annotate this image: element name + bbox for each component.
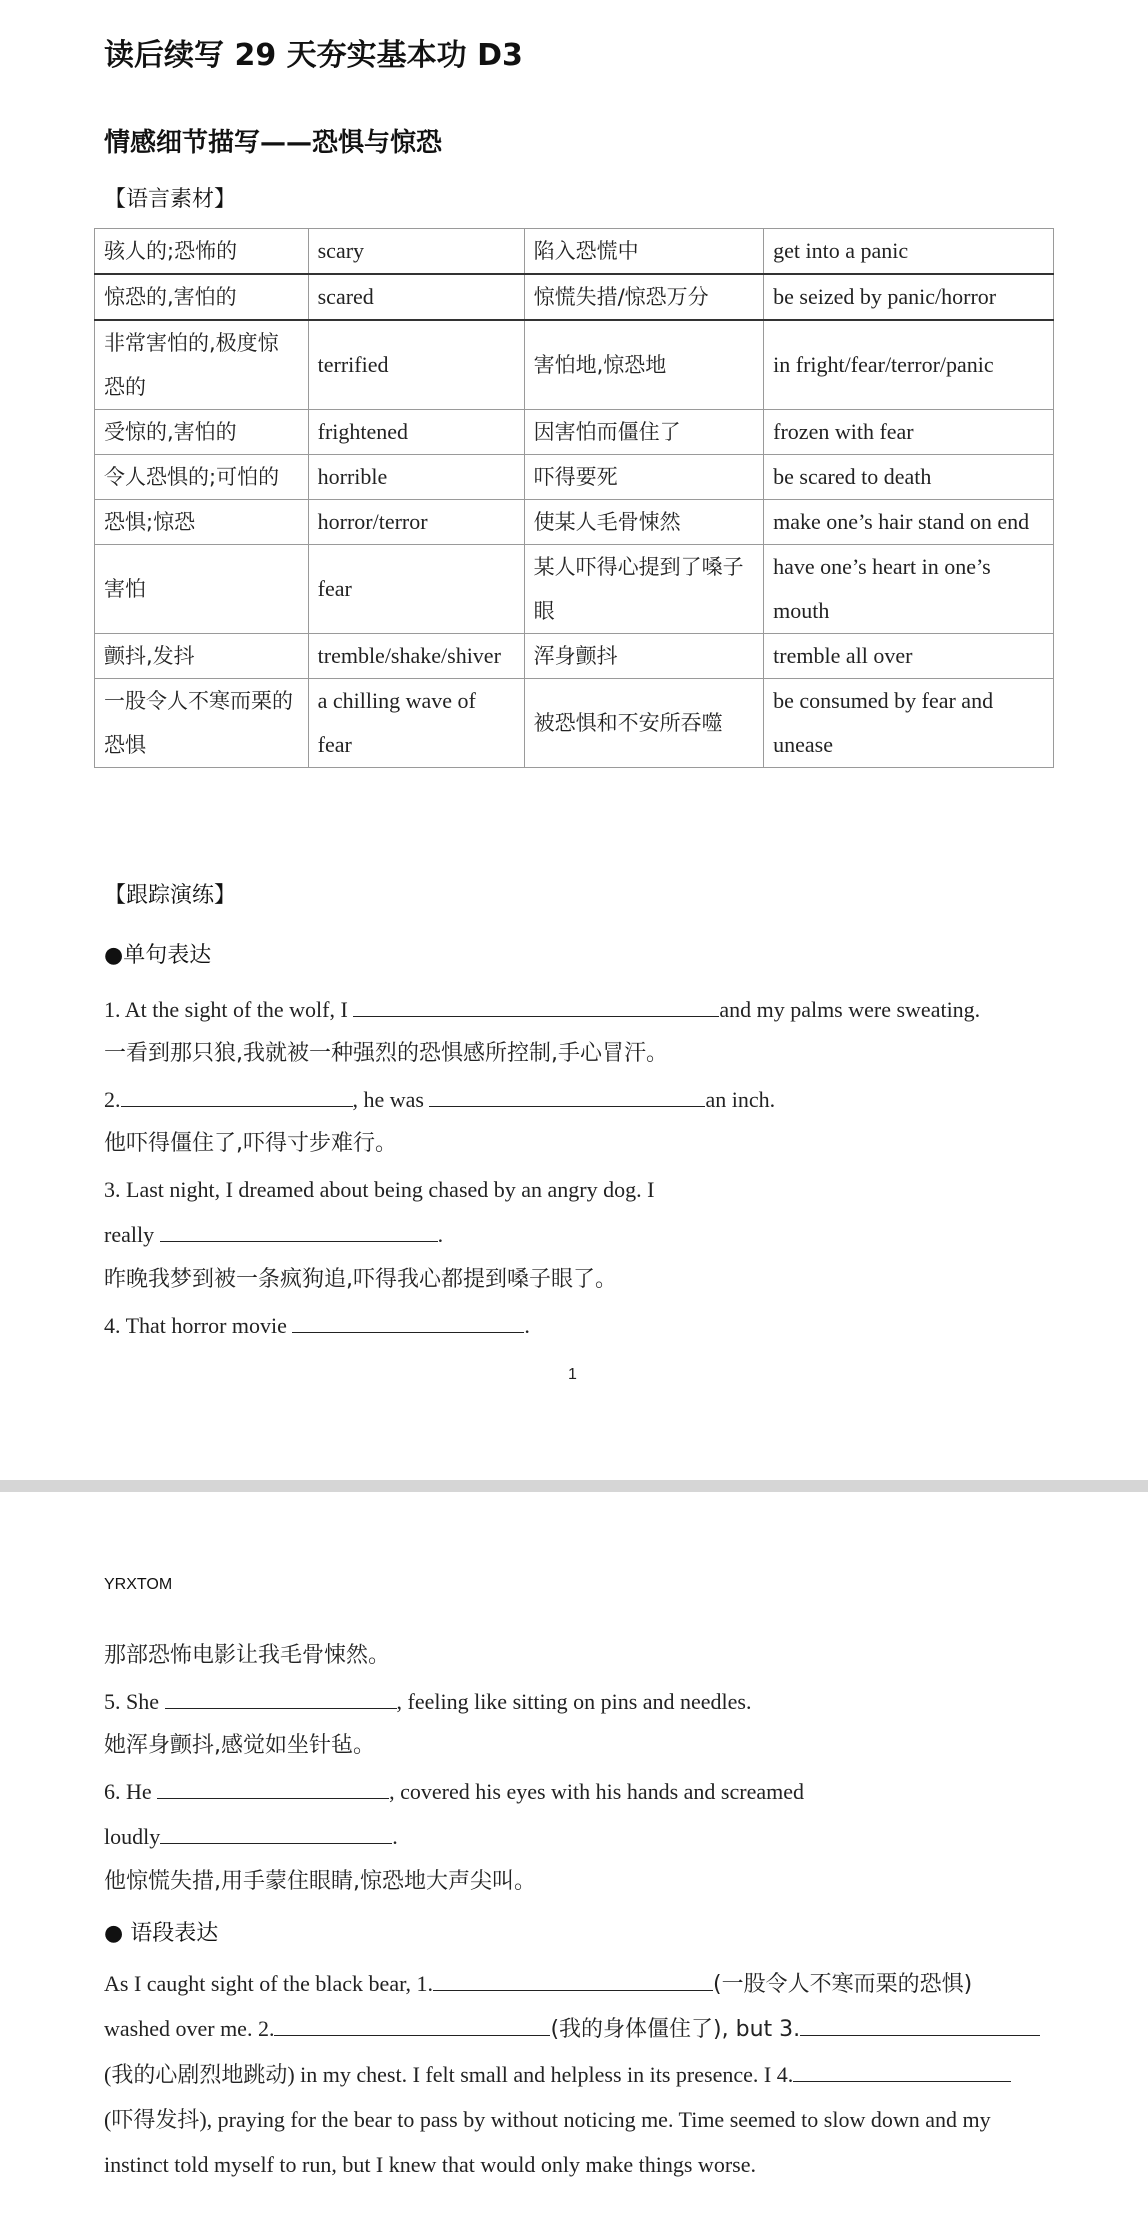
vocab-chinese-cell: 害怕地,惊恐地: [524, 320, 764, 410]
question-4-translation: 那部恐怖电影让我毛骨悚然。: [104, 1643, 391, 1668]
answer-blank-5[interactable]: [165, 1684, 397, 1709]
question-4: [104, 1304, 530, 1348]
question-6-start: 6. He: [104, 1779, 158, 1804]
answer-blank-2b[interactable]: [429, 1082, 705, 1107]
question-6-translation: 他惊慌失措,用手蒙住眼睛,惊恐地大声尖叫。: [104, 1869, 536, 1894]
question-1-end: and my palms were sweating.: [719, 997, 981, 1022]
paragraph-line-1: [104, 1962, 972, 2007]
vocab-english-cell: a chilling wave of fear: [308, 679, 524, 768]
vocab-row: [95, 545, 1054, 634]
vocab-chinese-cell: 因害怕而僵住了: [524, 410, 764, 455]
question-5-translation: 她浑身颤抖,感觉如坐针毡。: [104, 1733, 375, 1758]
paragraph-line-4: (吓得发抖), praying for the bear to pass by without noticing me. Time seemed to slow down and my: [104, 2107, 991, 2132]
answer-blank-6b[interactable]: [160, 1819, 392, 1844]
paragraph-blank-4[interactable]: [793, 2057, 1011, 2082]
paragraph-expression-label: ● 语段表达: [104, 1921, 219, 1946]
question-6-middle: , covered his eyes with his hands and screamed: [389, 1779, 804, 1804]
paragraph-blank-1[interactable]: [433, 1966, 713, 1991]
vocab-chinese-cell: 惊恐的,害怕的: [95, 274, 309, 320]
question-3-translation: 昨晚我梦到被一条疯狗追,吓得我心都提到嗓子眼了。: [104, 1267, 617, 1292]
vocab-english-cell: be seized by panic/horror: [764, 274, 1054, 320]
vocab-chinese-cell: 吓得要死: [524, 455, 764, 500]
paragraph-line-3: [104, 2053, 1011, 2097]
answer-blank-1[interactable]: [353, 992, 719, 1017]
vocab-chinese-cell: 非常害怕的,极度惊恐的: [95, 320, 309, 410]
vocab-row: [95, 229, 1054, 275]
question-1-start: 1. At the sight of the wolf, I: [104, 997, 354, 1022]
page-header: YRXTOM: [104, 1576, 173, 1593]
vocab-english-cell: horror/terror: [308, 500, 524, 545]
question-2-translation: 他吓得僵住了,吓得寸步难行。: [104, 1131, 397, 1156]
page-separator: [0, 1480, 1148, 1492]
vocab-chinese-cell: 恐惧;惊恐: [95, 500, 309, 545]
question-3-line-2: [104, 1213, 443, 1257]
vocab-english-cell: scary: [308, 229, 524, 275]
vocab-english-cell: make one’s hair stand on end: [764, 500, 1054, 545]
vocab-row: [95, 320, 1054, 410]
question-2-end: an inch.: [705, 1087, 776, 1112]
vocab-english-cell: scared: [308, 274, 524, 320]
question-4-end: .: [524, 1313, 530, 1338]
vocab-english-cell: frozen with fear: [764, 410, 1054, 455]
answer-blank-6a[interactable]: [157, 1774, 389, 1799]
paragraph-text-3: (我的心剧烈地跳动) in my chest. I felt small and helpless in its presence. I 4.: [104, 2062, 794, 2087]
document-title: 读后续写 29 天夯实基本功 D3: [104, 38, 523, 73]
question-3-start: really: [104, 1222, 160, 1247]
vocab-english-cell: in fright/fear/terror/panic: [764, 320, 1054, 410]
question-2-start: 2.: [104, 1087, 121, 1112]
vocab-row: [95, 455, 1054, 500]
material-label: 【语言素材】: [104, 187, 237, 212]
page-2: [0, 1492, 1148, 2216]
question-2: [104, 1078, 775, 1122]
vocab-chinese-cell: 陷入恐慌中: [524, 229, 764, 275]
vocab-chinese-cell: 使某人毛骨悚然: [524, 500, 764, 545]
question-6-end: .: [392, 1824, 398, 1849]
vocab-row: [95, 679, 1054, 768]
question-6-line-2: [104, 1815, 398, 1859]
vocab-english-cell: terrified: [308, 320, 524, 410]
vocab-row: [95, 500, 1054, 545]
paragraph-text-1: As I caught sight of the black bear, 1.: [104, 1971, 434, 1996]
question-3-end: .: [437, 1222, 444, 1247]
question-5-start: 5. She: [104, 1689, 165, 1714]
paragraph-line-2: [104, 2007, 1040, 2052]
paragraph-blank-3[interactable]: [800, 2011, 1040, 2036]
question-5: [104, 1680, 752, 1724]
question-6-line-1: [104, 1770, 804, 1814]
vocab-chinese-cell: 颤抖,发抖: [95, 634, 309, 679]
paragraph-text-2: washed over me. 2.: [104, 2016, 275, 2041]
vocab-chinese-cell: 一股令人不寒而栗的恐惧: [95, 679, 309, 768]
vocab-english-cell: tremble/shake/shiver: [308, 634, 524, 679]
paragraph-line-5: instinct told myself to run, but I knew that would only make things worse.: [104, 2152, 756, 2177]
question-2-middle: , he was: [352, 1087, 430, 1112]
vocab-chinese-cell: 浑身颤抖: [524, 634, 764, 679]
question-1: [104, 988, 980, 1032]
vocab-english-cell: have one’s heart in one’s mouth: [764, 545, 1054, 634]
question-1-translation: 一看到那只狼,我就被一种强烈的恐惧感所控制,手心冒汗。: [104, 1041, 668, 1066]
vocab-row: [95, 410, 1054, 455]
vocab-row: [95, 634, 1054, 679]
question-3-line-1: 3. Last night, I dreamed about being chased by an angry dog. I: [104, 1177, 655, 1202]
paragraph-hint-2: (我的身体僵住了), but 3.: [550, 2017, 801, 2042]
vocab-english-cell: frightened: [308, 410, 524, 455]
question-4-start: 4. That horror movie: [104, 1313, 293, 1338]
section-subtitle: 情感细节描写——恐惧与惊恐: [104, 128, 443, 158]
vocab-english-cell: tremble all over: [764, 634, 1054, 679]
single-sentence-label: ●单句表达: [104, 943, 212, 968]
vocab-english-cell: fear: [308, 545, 524, 634]
vocab-chinese-cell: 令人恐惧的;可怕的: [95, 455, 309, 500]
practice-label: 【跟踪演练】: [104, 883, 237, 908]
question-5-end: , feeling like sitting on pins and needles.: [396, 1689, 752, 1714]
question-6-loudly: loudly: [104, 1824, 161, 1849]
vocab-chinese-cell: 受惊的,害怕的: [95, 410, 309, 455]
vocab-english-cell: horrible: [308, 455, 524, 500]
page-number: 1: [568, 1366, 577, 1383]
vocab-english-cell: be consumed by fear and unease: [764, 679, 1054, 768]
vocab-row: [95, 274, 1054, 320]
answer-blank-4[interactable]: [292, 1308, 524, 1333]
vocab-english-cell: get into a panic: [764, 229, 1054, 275]
vocab-chinese-cell: 某人吓得心提到了嗓子眼: [524, 545, 764, 634]
vocabulary-table: [94, 228, 1054, 768]
paragraph-hint-1: (一股令人不寒而栗的恐惧): [713, 1972, 973, 1997]
vocab-chinese-cell: 害怕: [95, 545, 309, 634]
vocab-chinese-cell: 惊慌失措/惊恐万分: [524, 274, 764, 320]
answer-blank-3[interactable]: [160, 1217, 438, 1242]
answer-blank-2a[interactable]: [121, 1082, 353, 1107]
vocab-chinese-cell: 被恐惧和不安所吞噬: [524, 679, 764, 768]
paragraph-blank-2[interactable]: [274, 2011, 550, 2036]
vocab-chinese-cell: 骇人的;恐怖的: [95, 229, 309, 275]
vocab-english-cell: be scared to death: [764, 455, 1054, 500]
